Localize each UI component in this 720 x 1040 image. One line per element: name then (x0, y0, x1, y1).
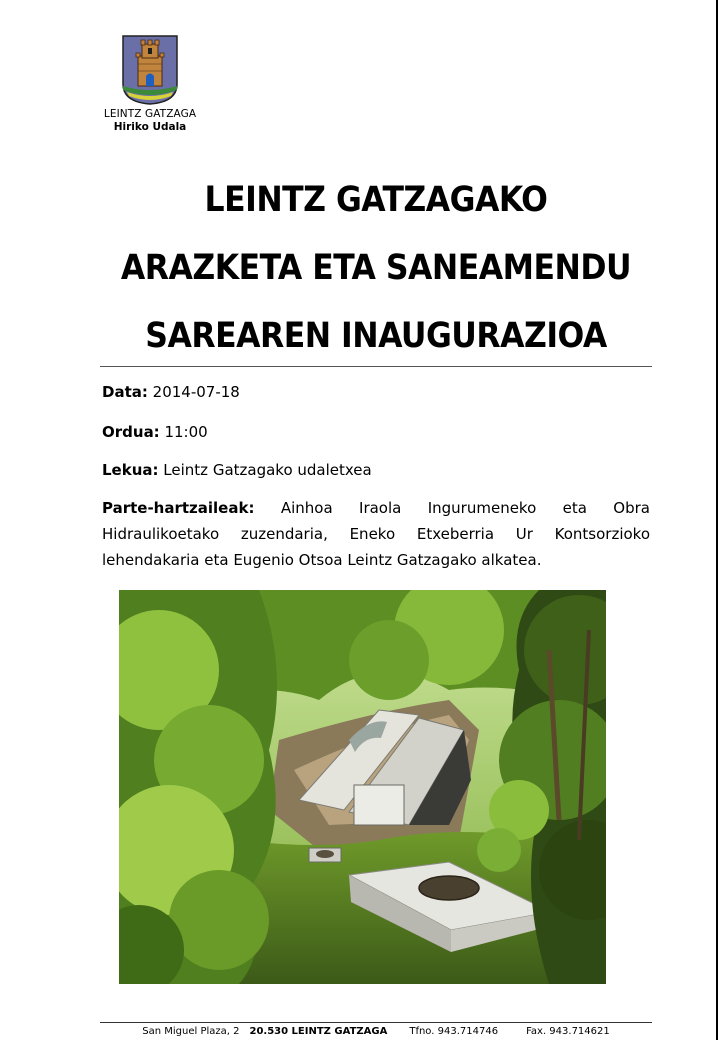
footer-phone: Tfno. 943.714746 (409, 1026, 499, 1037)
municipal-logo (100, 34, 200, 134)
coat-of-arms-icon (121, 34, 179, 106)
title-line-1: LEINTZ GATZAGAKO (204, 180, 548, 220)
title-line-2: ARAZKETA ETA SANEAMENDU (120, 248, 632, 288)
date-label: Data: (102, 383, 148, 401)
title-line-3: SAREAREN INAUGURAZIOA (145, 316, 607, 356)
place-label: Lekua: (102, 461, 159, 479)
footer-city: 20.530 LEINTZ GATZAGA (249, 1026, 388, 1037)
time-label: Ordua: (102, 423, 160, 441)
footer-fax: Fax. 943.714621 (526, 1026, 610, 1037)
info-place (102, 457, 650, 483)
time-value: 11:00 (164, 423, 208, 441)
info-participants (102, 495, 650, 573)
org-subtitle: Hiriko Udala (113, 121, 187, 133)
page-edge-line (716, 0, 718, 1040)
footer-divider (100, 1022, 652, 1023)
info-date (102, 379, 650, 405)
info-time (102, 419, 650, 445)
place-value: Leintz Gatzagako udaletxea (163, 461, 372, 479)
footer-address: San Miguel Plaza, 2 (142, 1026, 240, 1037)
footer (100, 1025, 652, 1038)
treatment-plant-photo (119, 590, 606, 984)
org-name: LEINTZ GATZAGA (103, 108, 197, 120)
page-title (60, 166, 692, 370)
date-value: 2014-07-18 (152, 383, 240, 401)
title-divider (100, 366, 652, 367)
participants-value: Ainhoa Iraola Ingurumeneko eta Obra Hidraulikoetako zuzendaria, Eneko Etxeberria Ur Kontsorzioko lehendakaria eta Eugenio Otsoa Leintz Gatzagako alkatea. (102, 499, 650, 569)
participants-label: Parte-hartzaileak: (102, 499, 255, 517)
